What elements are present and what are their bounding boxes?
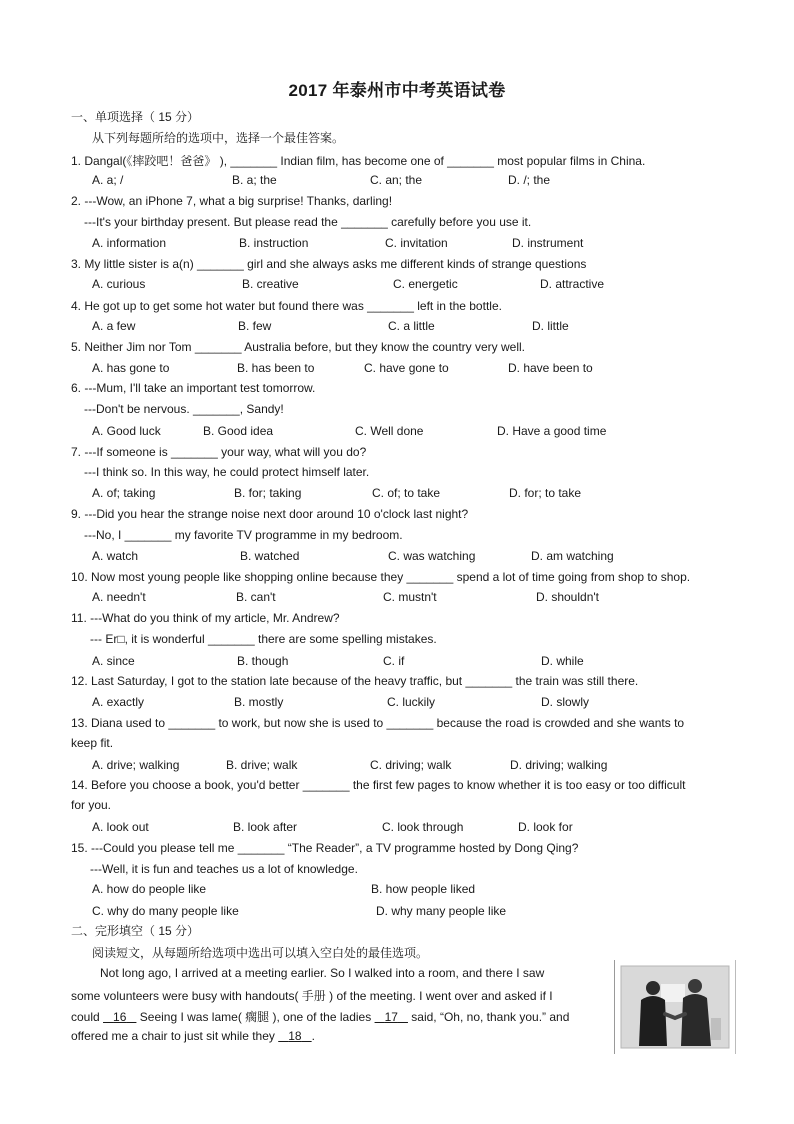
blank-18: 18 [288, 1029, 302, 1043]
question-5-option-b: B. has been to [237, 361, 315, 375]
question-15-option-a: A. how do people like [92, 882, 207, 896]
question-5-option-a: A. has gone to [92, 361, 170, 375]
section-2-instruction: 阅读短文，从每题所给选项中选出可以填入空白处的最佳选项。 [92, 946, 429, 960]
section-1-heading: 一、单项选择（ 15 分） [71, 110, 200, 124]
passage-line-3 [71, 1008, 569, 1025]
passage-line-4 [71, 1029, 315, 1043]
question-5-stem: 5. Neither Jim nor Tom _______ Australia before, but they know the country very well. [71, 340, 526, 354]
question-12-option-c: C. luckily [387, 695, 436, 709]
question-10-option-d: D. shouldn't [536, 590, 599, 604]
blank-16: 16 [113, 1010, 127, 1024]
question-6-option-a: A. Good luck [92, 424, 161, 438]
question-10-stem: 10. Now most young people like shopping online because they _______ spend a lot of time going from shop to shop. [71, 570, 691, 584]
question-11-option-c: C. if [383, 654, 405, 668]
question-9-option-c: C. was watching [388, 549, 476, 563]
question-2-option-b: B. instruction [239, 236, 309, 250]
question-1-option-c: C. an; the [370, 173, 423, 187]
passage-text: said, “Oh, no, thank you.” and [411, 1010, 570, 1024]
question-12-stem: 12. Last Saturday, I got to the station late because of the heavy traffic, but _______ the train was still there. [71, 674, 639, 688]
question-2-option-d: D. instrument [512, 236, 584, 250]
question-5-option-d: D. have been to [508, 361, 593, 375]
question-9-option-d: D. am watching [531, 549, 614, 563]
question-14-option-a: A. look out [92, 820, 149, 834]
question-14-option-b: B. look after [233, 820, 298, 834]
section-2-heading: 二、完形填空（ 15 分） [71, 924, 200, 938]
question-15-option-b: B. how people liked [371, 882, 476, 896]
passage-text: Seeing I was lame( 瘸腿 ), one of the ladies [139, 1010, 372, 1024]
question-9-stem-line-2: ---No, I _______ my favorite TV programme in my bedroom. [84, 528, 403, 542]
question-6-stem-line-2: ---Don't be nervous. _______, Sandy! [84, 402, 284, 416]
question-13-stem-line-2: keep fit. [71, 736, 114, 750]
question-11-option-a: A. since [92, 654, 135, 668]
question-6-option-c: C. Well done [355, 424, 424, 438]
question-14-stem: 14. Before you choose a book, you'd better _______ the first few pages to know whether it is too easy or too difficult [71, 778, 686, 792]
question-1-option-a: A. a; / [92, 173, 124, 187]
question-4-option-d: D. little [532, 319, 569, 333]
question-13-stem: 13. Diana used to _______ to work, but now she is used to _______ because the road is crowded and she wants to [71, 716, 685, 730]
question-2-stem: 2. ---Wow, an iPhone 7, what a big surprise! Thanks, darling! [71, 194, 393, 208]
question-13-option-a: A. drive; walking [92, 758, 180, 772]
question-6-option-b: B. Good idea [203, 424, 274, 438]
passage-text: could [71, 1010, 100, 1024]
blank-17: 17 [384, 1010, 398, 1024]
question-2-stem-line-2: ---It's your birthday present. But please read the _______ carefully before you use it. [84, 215, 532, 229]
question-15-option-d: D. why many people like [376, 904, 507, 918]
question-4-option-c: C. a little [388, 319, 435, 333]
question-11-stem-line-2: --- Er□, it is wonderful _______ there are some spelling mistakes. [90, 632, 437, 646]
question-4-option-a: A. a few [92, 319, 136, 333]
section-1-instruction: 从下列每题所给的选项中，选择一个最佳答案。 [92, 131, 345, 145]
question-13-option-c: C. driving; walk [370, 758, 452, 772]
question-15-stem: 15. ---Could you please tell me _______ “The Reader”, a TV programme hosted by Dong Qing? [71, 841, 579, 855]
question-4-option-b: B. few [238, 319, 272, 333]
question-2-option-a: A. information [92, 236, 167, 250]
question-1-option-b: B. a; the [232, 173, 277, 187]
question-1-stem: 1. Dangal(《摔跤吧！爸爸》 ), _______ Indian film, has become one of _______ most popular films in China. [71, 154, 646, 168]
question-7-option-d: D. for; to take [509, 486, 582, 500]
question-13-option-d: D. driving; walking [510, 758, 608, 772]
question-15-option-c: C. why do many people like [92, 904, 239, 918]
question-9-option-a: A. watch [92, 549, 139, 563]
question-3-option-b: B. creative [242, 277, 299, 291]
handshake-image [615, 960, 735, 1054]
question-7-option-c: C. of; to take [372, 486, 441, 500]
question-1-option-d: D. /; the [508, 173, 551, 187]
question-10-option-a: A. needn't [92, 590, 146, 604]
question-12-option-b: B. mostly [234, 695, 284, 709]
question-2-option-c: C. invitation [385, 236, 448, 250]
page-title: 2017 年泰州市中考英语试卷 [288, 81, 506, 100]
question-10-option-b: B. can't [236, 590, 276, 604]
question-10-option-c: C. mustn't [383, 590, 437, 604]
passage-illustration [614, 960, 736, 1054]
question-6-stem: 6. ---Mum, I'll take an important test tomorrow. [71, 381, 316, 395]
passage-text: offered me a chair to just sit while they [71, 1029, 275, 1043]
question-13-option-b: B. drive; walk [226, 758, 298, 772]
question-6-option-d: D. Have a good time [497, 424, 607, 438]
passage-line-2: some volunteers were busy with handouts( 手册 ) of the meeting. I went over and asked if I [71, 989, 553, 1003]
question-9-stem: 9. ---Did you hear the strange noise next door around 10 o'clock last night? [71, 507, 469, 521]
question-15-stem-line-2: ---Well, it is fun and teaches us a lot of knowledge. [90, 862, 358, 876]
question-12-option-a: A. exactly [92, 695, 145, 709]
question-7-stem: 7. ---If someone is _______ your way, what will you do? [71, 445, 367, 459]
question-11-option-d: D. while [541, 654, 584, 668]
question-12-option-d: D. slowly [541, 695, 590, 709]
question-3-option-d: D. attractive [540, 277, 605, 291]
passage-line-1: Not long ago, I arrived at a meeting earlier. So I walked into a room, and there I saw [100, 966, 545, 980]
question-3-option-c: C. energetic [393, 277, 458, 291]
question-14-stem-line-2: for you. [71, 798, 112, 812]
question-11-option-b: B. though [237, 654, 289, 668]
question-4-stem: 4. He got up to get some hot water but found there was _______ left in the bottle. [71, 299, 502, 313]
question-7-option-b: B. for; taking [234, 486, 302, 500]
question-9-option-b: B. watched [240, 549, 300, 563]
question-3-option-a: A. curious [92, 277, 146, 291]
question-5-option-c: C. have gone to [364, 361, 449, 375]
question-11-stem: 11. ---What do you think of my article, Mr. Andrew? [71, 611, 340, 625]
passage-text: . [311, 1029, 315, 1043]
question-3-stem: 3. My little sister is a(n) _______ girl and she always asks me different kinds of strange questions [71, 257, 587, 271]
question-14-option-c: C. look through [382, 820, 464, 834]
question-14-option-d: D. look for [518, 820, 573, 834]
question-7-stem-line-2: ---I think so. In this way, he could protect himself later. [84, 465, 370, 479]
question-7-option-a: A. of; taking [92, 486, 156, 500]
